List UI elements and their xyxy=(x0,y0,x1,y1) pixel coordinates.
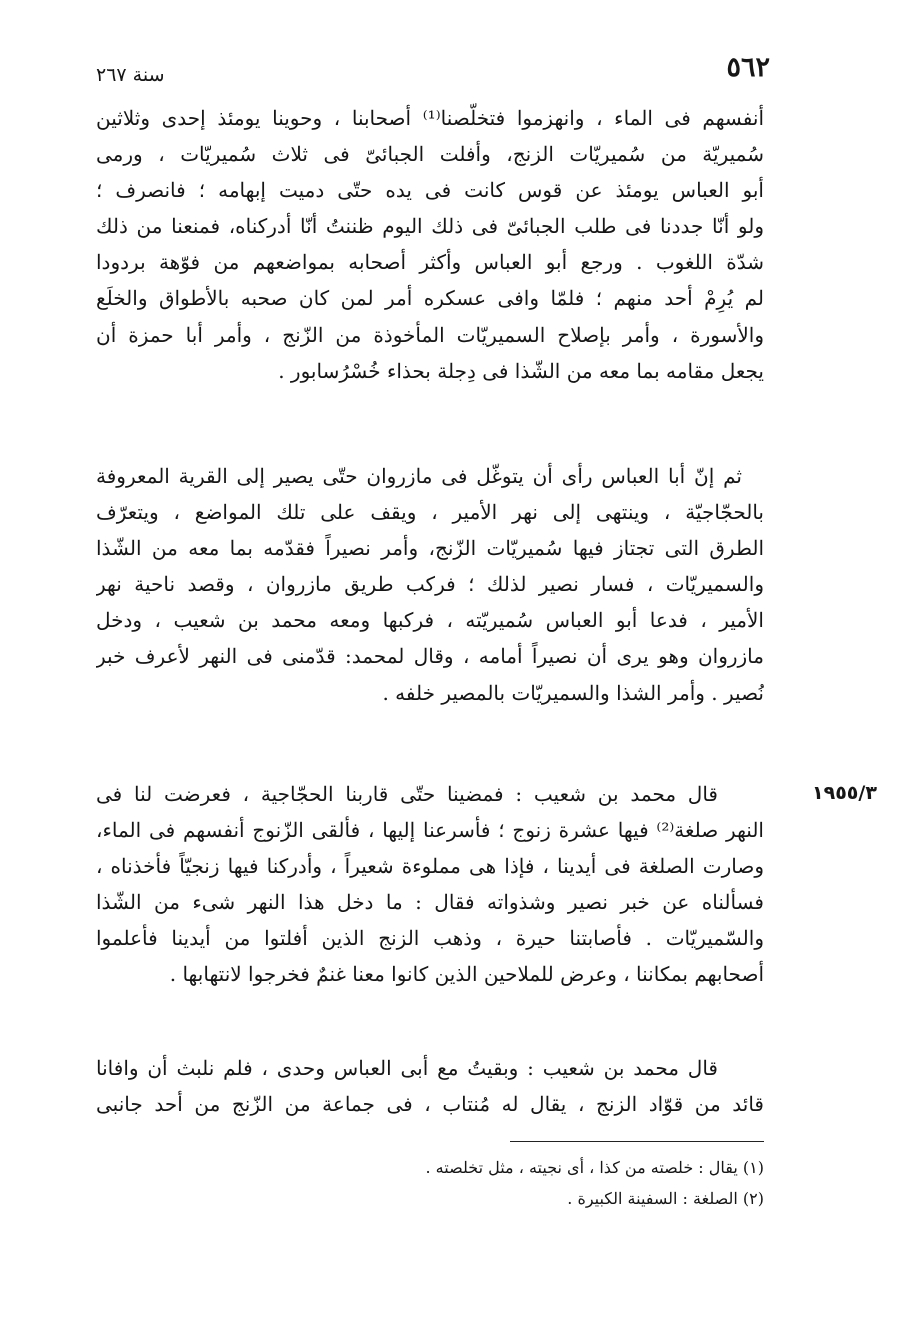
text-line: والسميريّات ، فسار نصير لذلك ؛ فركب طريق مازروان ، وقصد ناحية نهر xyxy=(96,572,764,597)
text-line: أبو العباس يومئذ عن قوس كانت فى يده حتّى دميت إبهامه ؛ فانصرف ؛ xyxy=(96,178,764,203)
text-line: والسّميريّات . فأصابتنا حيرة ، وذهب الزنج الذين أفلتوا من أيدينا فأعلموا xyxy=(96,926,764,951)
footnote-1: (١) يقال : خلصته من كذا ، أى نجيته ، مثل تخلصته . xyxy=(425,1158,764,1177)
text-line: سُميريّة من سُميريّات الزنج، وأفلت الجبائىّ فى ثلاث سُميريّات ، ورمى xyxy=(96,142,764,167)
text-line: يجعل مقامه بما معه من الشّذا فى دِجلة بحذاء خُسْرُسابور . xyxy=(278,358,764,383)
margin-reference-number: ١٩٥٥/٣ xyxy=(812,782,877,804)
text-line: أصحابهم بمكاننا ، وعرض للملاحين الذين كانوا معنا غنمٌ فخرجوا لانتهابها . xyxy=(169,962,764,987)
paragraph-1 xyxy=(96,100,764,389)
text-line: أنفسهم فى الماء ، وانهزموا فتخلّصنا⁽¹⁾ أصحابنا ، وحوينا يومئذ إحدى وثلاثين xyxy=(96,106,764,130)
text-line: ولو أنّا جددنا فى طلب الجبائىّ فى ذلك اليوم ظننتُ أنّا أدركناه، فمنعنا من ذلك xyxy=(96,214,764,239)
text-line: لم يُرِمْ أحد منهم ؛ فلمّا وافى عسكره أمر لمن كان صحبه بالأطواق والخلَع xyxy=(96,286,764,311)
text-line: وصارت الصلغة فى أيدينا ، فإذا هى مملوءة شعيراً ، وأدركنا فيها زنجيّاً فأخذناه ، xyxy=(96,854,764,879)
text-line: قال محمد بن شعيب : فمضينا حتّى قاربنا الحجّاجية ، فعرضت لنا فى xyxy=(96,782,718,806)
paragraph-2 xyxy=(96,458,764,711)
paragraph-4 xyxy=(96,1050,764,1122)
paragraph-3 xyxy=(96,776,764,993)
running-header-year: سنة ٢٦٧ xyxy=(96,64,165,86)
text-line: نُصير . وأمر الشذا والسميريّات بالمصير خلفه . xyxy=(382,680,764,705)
text-line: الطرق التى تجتاز فيها سُميريّات الزّنج، وأمر نصيراً فقدّمه بما معه من الشّذا xyxy=(96,536,764,561)
text-line: الأمير ، فدعا أبو العباس سُميريّته ، فركبها ومعه محمد بن شعيب ، ودخل xyxy=(96,608,764,633)
footnote-2: (٢) الصلغة : السفينة الكبيرة . xyxy=(567,1189,764,1208)
text-line: قال محمد بن شعيب : وبقيتُ مع أبى العباس وحدى ، فلم نلبث أن وافانا xyxy=(96,1056,718,1080)
text-line: قائد من قوّاد الزنج ، يقال له مُنتاب ، فى جماعة من الزّنج من أحد جانبى xyxy=(96,1092,764,1117)
text-line: مازروان وهو يرى أن نصيراً أمامه ، وقال لمحمد: قدّمنى فى النهر لأعرف خبر xyxy=(96,644,764,669)
text-line: شدّة اللغوب . ورجع أبو العباس وأكثر أصحابه بمواضعهم من فوّهة بردودا xyxy=(96,250,764,275)
footnote-separator xyxy=(510,1141,764,1142)
text-line: فسألناه عن خبر نصير وشذواته فقال : ما دخل هذا النهر شىء من الشّذا xyxy=(96,890,764,915)
text-line: والأسورة ، وأمر بإصلاح السميريّات المأخوذة من الزّنج ، وأمر أبا حمزة أن xyxy=(96,322,764,347)
text-line: ثم إنّ أبا العباس رأى أن يتوغّل فى مازروان حتّى يصير إلى القرية المعروفة xyxy=(96,464,742,488)
page-number: ٥٦٢ xyxy=(726,52,770,83)
text-line: النهر صلغة⁽²⁾ فيها عشرة زنوج ؛ فأسرعنا إليها ، فألقى الزّنوج أنفسهم فى الماء، xyxy=(96,818,764,843)
text-line: بالحجّاجيّة ، وينتهى إلى نهر الأمير ، ويقف على تلك المواضع ، ويتعرّف xyxy=(96,500,764,525)
footnotes xyxy=(360,1152,764,1214)
